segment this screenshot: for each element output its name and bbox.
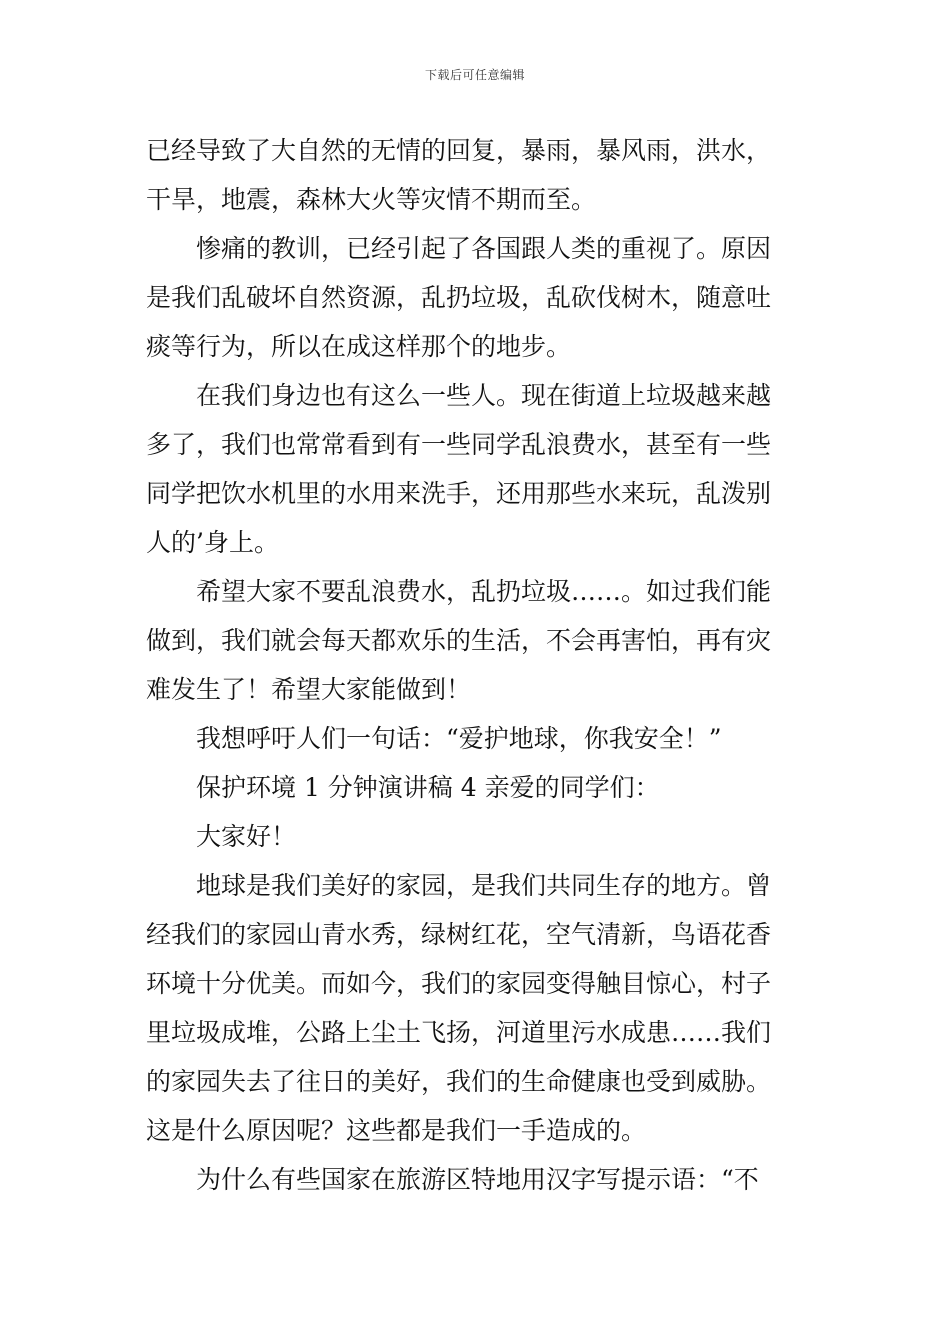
document-body [146, 126, 808, 1204]
text-line: 环境十分优美。而如今，我们的家园变得触目惊心，村子 [146, 969, 772, 998]
text-line: 同学把饮水机里的水用来洗手，还用那些水来玩，乱泼别 [146, 479, 772, 508]
page-header: 下载后可任意编辑 [424, 68, 525, 82]
speech-title-line: 保护环境 1 分钟演讲稿 4 亲爱的同学们： [196, 773, 660, 802]
text-line: 人的’身上。 [146, 528, 279, 557]
greeting-line: 大家好！ [196, 822, 297, 851]
text-line: 经我们的家园山青水秀，绿树红花，空气清新，鸟语花香 [146, 920, 772, 949]
text-line: 的家园失去了往日的美好，我们的生命健康也受到威胁。 [146, 1067, 772, 1096]
text-line: 这是什么原因呢？这些都是我们一手造成的。 [146, 1116, 647, 1145]
paragraph-start: 在我们身边也有这么一些人。现在街道上垃圾越来越 [196, 381, 772, 410]
paragraph-start: 地球是我们美好的家园，是我们共同生存的地方。曾 [196, 871, 772, 900]
paragraph-start: 为什么有些国家在旅游区特地用汉字写提示语：“不 [196, 1165, 759, 1194]
text-line: 干旱，地震，森林大火等灾情不期而至。 [146, 185, 597, 214]
text-line: 是我们乱破坏自然资源，乱扔垃圾，乱砍伐树木，随意吐 [146, 283, 772, 312]
text-line: 痰等行为，所以在成这样那个的地步。 [146, 332, 572, 361]
text-line: 已经导致了大自然的无情的回复，暴雨，暴风雨，洪水， [146, 136, 772, 165]
paragraph-start: 希望大家不要乱浪费水，乱扔垃圾……。如过我们能 [196, 577, 772, 606]
paragraph-start: 惨痛的教训，已经引起了各国跟人类的重视了。原因 [196, 234, 772, 263]
paragraph-start: 我想呼吁人们一句话：“爱护地球，你我安全！” [196, 724, 722, 753]
text-line: 做到，我们就会每天都欢乐的生活，不会再害怕，再有灾 [146, 626, 772, 655]
text-line: 多了，我们也常常看到有一些同学乱浪费水，甚至有一些 [146, 430, 772, 459]
text-line: 难发生了！希望大家能做到！ [146, 675, 472, 704]
text-line: 里垃圾成堆，公路上尘土飞扬，河道里污水成患……我们 [146, 1018, 772, 1047]
